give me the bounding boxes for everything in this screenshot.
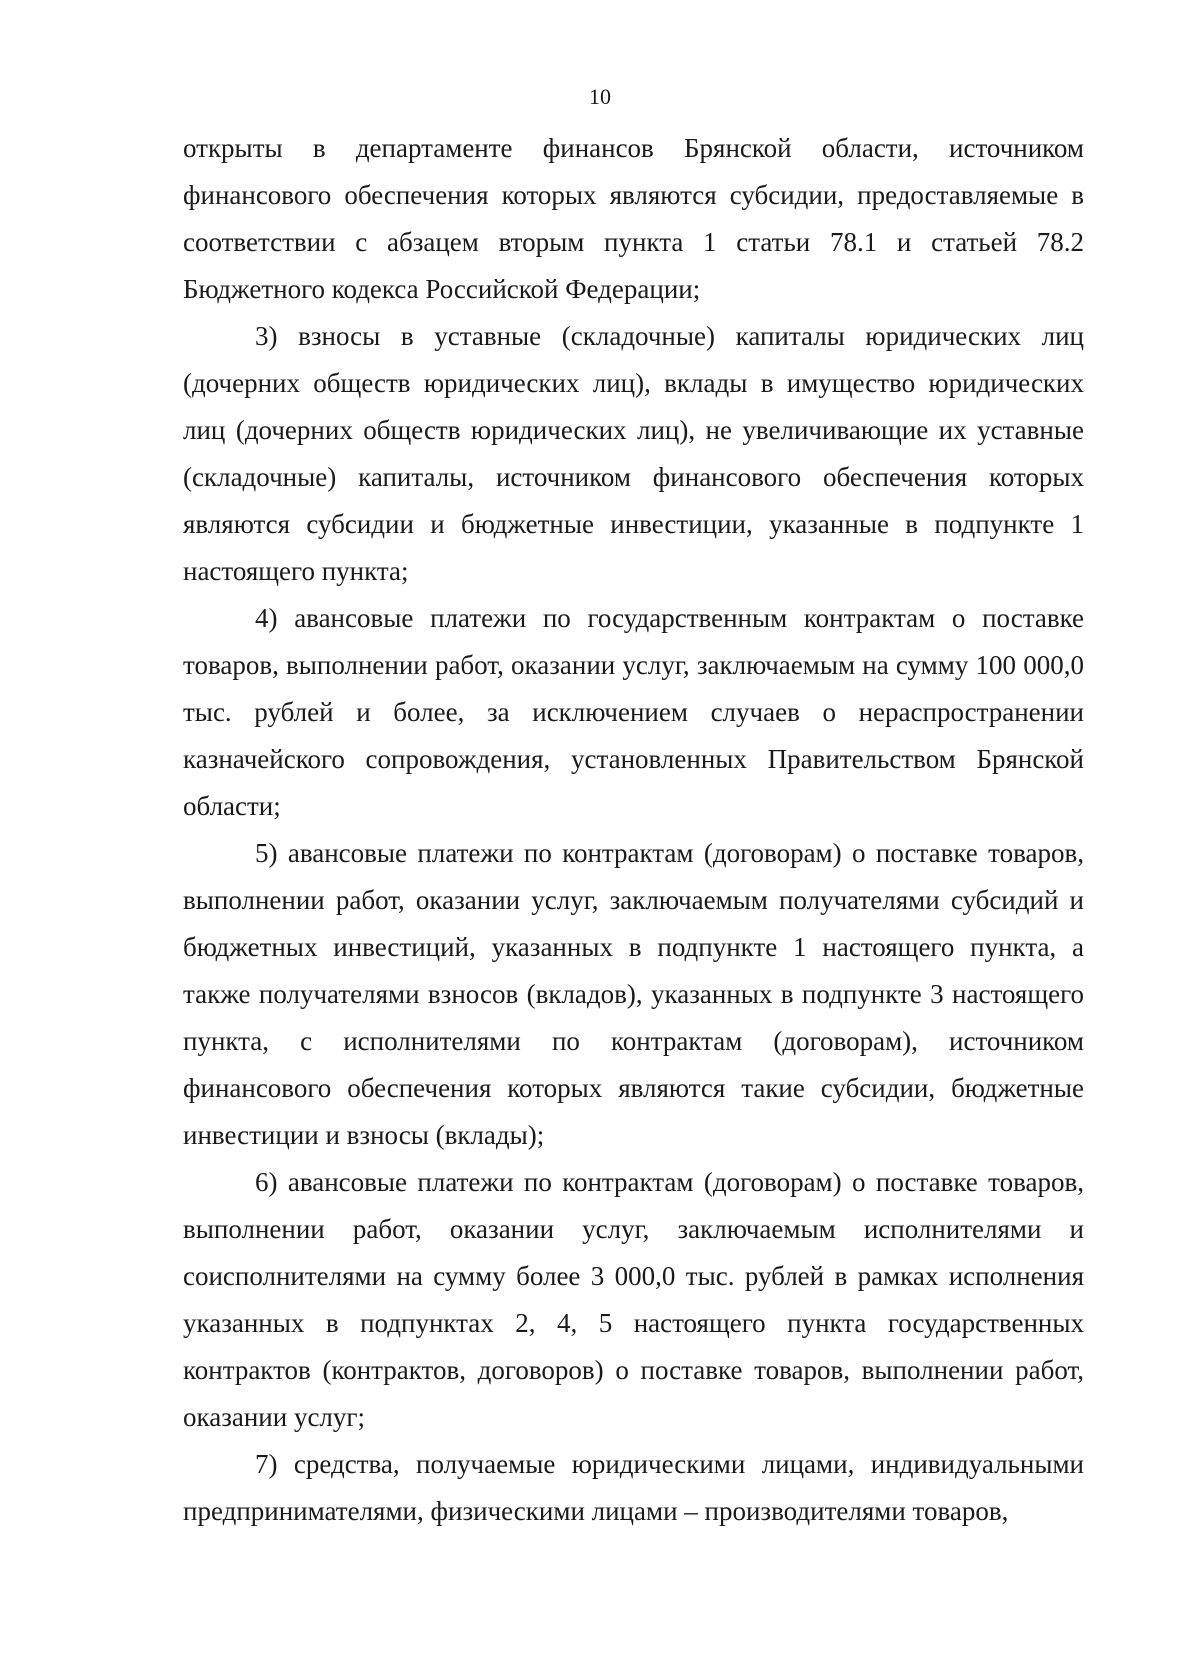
paragraph-item-4: 4) авансовые платежи по государственным контрактам о поставке товаров, выполнении работ, оказании услуг, заключаемым на сумму 100 000,0 тыс. рублей и более, за исключением случаев о нераспространении казначейского сопровождения, установленных Правительством Брянской области; <box>183 603 1084 821</box>
paragraph-item-6: 6) авансовые платежи по контрактам (договорам) о поставке товаров, выполнении работ, оказании услуг, заключаемым исполнителями и соисполнителями на сумму более 3 000,0 тыс. рублей в рамках исполнения указанных в подпунктах 2, 4, 5 настоящего пункта государственных контрактов (контрактов, договоров) о поставке товаров, выполнении работ, оказании услуг; <box>183 1167 1084 1432</box>
paragraph-item-7: 7) средства, получаемые юридическими лицами, индивидуальными предпринимателями, физическими лицами – производителями товаров, <box>183 1449 1084 1526</box>
page-number: 10 <box>589 84 611 109</box>
document-body <box>183 125 1084 1535</box>
paragraph-item-3: 3) взносы в уставные (складочные) капиталы юридических лиц (дочерних обществ юридических лиц), вклады в имущество юридических лиц (дочерних обществ юридических лиц), не увеличивающие их уставные (складочные) капиталы, источником финансового обеспечения которых являются субсидии и бюджетные инвестиции, указанные в подпункте 1 настоящего пункта; <box>183 321 1084 586</box>
paragraph-continued: открыты в департаменте финансов Брянской области, источником финансового обеспечения которых являются субсидии, предоставляемые в соответствии с абзацем вторым пункта 1 статьи 78.1 и статьей 78.2 Бюджетного кодекса Российской Федерации; <box>183 133 1084 304</box>
paragraph-item-5: 5) авансовые платежи по контрактам (договорам) о поставке товаров, выполнении работ, оказании услуг, заключаемым получателями субсидий и бюджетных инвестиций, указанных в подпункте 1 настоящего пункта, а также получателями взносов (вкладов), указанных в подпункте 3 настоящего пункта, с исполнителями по контрактам (договорам), источником финансового обеспечения которых являются такие субсидии, бюджетные инвестиции и взносы (вклады); <box>183 838 1084 1150</box>
